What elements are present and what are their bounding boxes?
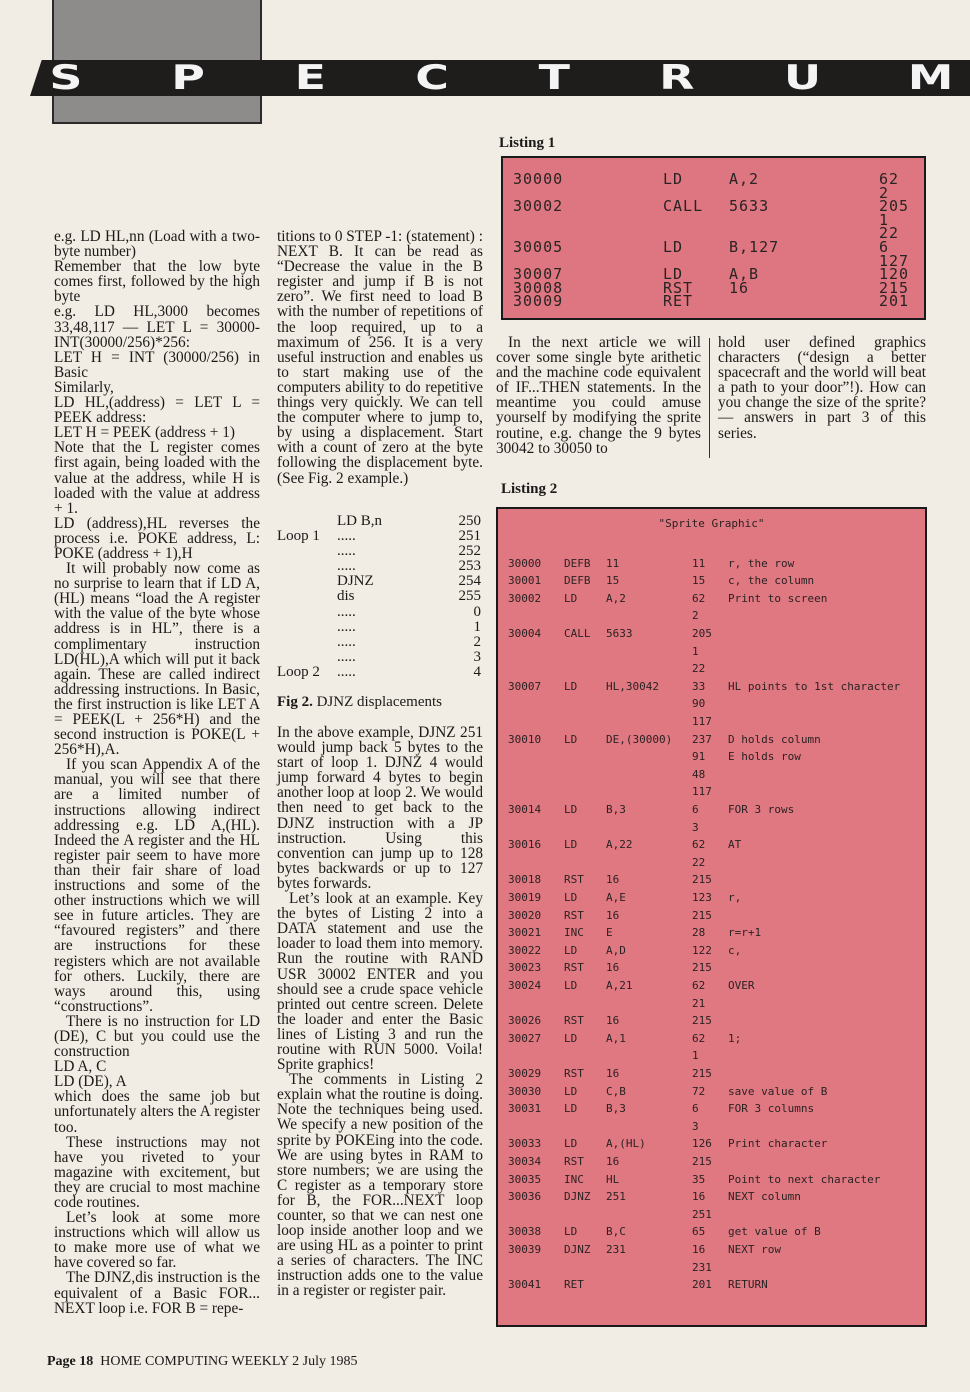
col1-paragraph: LD (DE), A	[54, 1073, 127, 1091]
listing2-a: 30019	[508, 891, 542, 904]
listing2-row	[498, 1153, 925, 1171]
listing2-c: FOR 3 rows	[728, 803, 795, 816]
listing1-byte: 127	[879, 252, 910, 270]
listing2-row	[498, 1188, 925, 1206]
listing2-o: DJNZ	[564, 1190, 591, 1204]
listing2-d: 62	[692, 591, 706, 605]
col1-paragraph: Similarly,	[54, 378, 114, 396]
fig2-instruction: .....	[337, 558, 356, 575]
listing2-d: 1	[692, 1049, 699, 1063]
listing2-d: 251	[692, 1207, 712, 1221]
listing1-arg: 5633	[729, 197, 770, 215]
listing2-x: A,E	[606, 891, 626, 904]
listing2-o: LD	[564, 943, 578, 957]
listing2-a: 30030	[508, 1084, 542, 1098]
listing2-row	[498, 1065, 925, 1083]
listing2-d: 237	[692, 732, 712, 746]
listing1-op: RST	[663, 279, 694, 297]
listing2-row	[498, 959, 925, 977]
listing2-d: 72	[692, 1084, 706, 1098]
listing2-o: LD	[564, 1102, 578, 1116]
listing2-row	[498, 695, 925, 713]
listing2-row	[498, 924, 925, 942]
fig2-row	[277, 529, 483, 544]
listing2-c: 1;	[728, 1031, 742, 1045]
banner-letter: U	[783, 58, 824, 98]
listing2-a: 30041	[508, 1278, 542, 1292]
listing2-x: 16	[606, 908, 620, 922]
listing2-c: c,	[728, 943, 742, 957]
listing1-a: 30000	[513, 170, 564, 188]
listing2-d: 16	[692, 1190, 706, 1204]
listing1-box	[501, 156, 926, 320]
listing2-o: INC	[564, 926, 584, 940]
listing2-row	[498, 1206, 925, 1224]
listing2-o: RST	[564, 1067, 584, 1080]
col1-paragraph: Let’s look at some more instructions which will allow us to make more use of what we have covered so far.	[54, 1209, 260, 1272]
listing2-x: A,1	[606, 1031, 626, 1045]
fig2-row	[277, 544, 483, 559]
listing2-x: 251	[606, 1190, 626, 1204]
listing2-x: 16	[606, 961, 620, 975]
listing2-row	[498, 1118, 925, 1136]
listing2-c: NEXT column	[728, 1190, 801, 1204]
listing2-o: LD	[564, 838, 578, 852]
listing2-x: B,3	[606, 1102, 626, 1116]
fig2-address: 0	[473, 603, 481, 620]
listing2-c: RETURN	[728, 1278, 768, 1292]
fig2-row	[277, 574, 483, 589]
listing2-row	[498, 1083, 925, 1101]
col1-paragraph: LET H = PEEK (address + 1)	[54, 424, 235, 442]
listing2-header: "Sprite Graphic"	[658, 517, 765, 530]
col2-paragraph: titions to 0 STEP -1: (statement) : NEXT B. It can be read as “Decrease the value in the B register and jump if B is not zero”. We first need to load B with the number of repetitions of the loop required, up to a maximum of 256. It is a very useful instruction and enables us to start making use of the computers ability to do repetitive things very quickly. We can tell the computer where to jump to, by using a displacement. Start with a count of zero at the byte following the displacement byte. (See Fig. 2 example.)	[277, 228, 483, 487]
listing2-box	[496, 507, 927, 1327]
listing2-a: 30039	[508, 1243, 542, 1256]
column-divider	[709, 338, 710, 458]
listing2-a: 30010	[508, 732, 542, 746]
listing2-a: 30034	[508, 1155, 542, 1168]
fig2-address: 2	[473, 633, 481, 650]
fig2-instruction: LD B,n	[337, 513, 382, 529]
fig2-row	[277, 605, 483, 620]
listing2-a: 30001	[508, 574, 542, 588]
listing1-byte: 62	[879, 170, 900, 188]
listing1-a: 30002	[513, 197, 564, 215]
listing2-c: Point to next character	[728, 1172, 881, 1186]
banner-letter: E	[294, 58, 329, 98]
listing2-x: 16	[606, 1155, 620, 1168]
listing2-d: 91	[692, 750, 706, 764]
listing2-o: LD	[564, 1031, 578, 1045]
col1-paragraph: Note that the L register comes first again, being loaded with the value at the address, while H is loaded with the value at address + 1.	[54, 439, 260, 517]
listing2-row	[498, 907, 925, 925]
listing2-row	[498, 1135, 925, 1153]
listing2-a: 30016	[508, 838, 542, 852]
listing1-arg: B,127	[729, 238, 780, 256]
col1-paragraph: LET H = INT (30000/256) in Basic	[54, 348, 260, 381]
fig2-instruction: .....	[337, 648, 356, 665]
listing2-row	[498, 1241, 925, 1259]
listing2-d: 6	[692, 1102, 699, 1116]
listing2-x: HL	[606, 1172, 620, 1186]
listing2-row	[498, 625, 925, 643]
listing2-c: r,	[728, 891, 742, 904]
col1-paragraph: Remember that the low byte comes first, followed by the high byte	[54, 258, 260, 306]
listing1-byte: 205	[879, 197, 910, 215]
listing2-o: RST	[564, 961, 584, 975]
listing2-c: E holds row	[728, 750, 801, 764]
banner-letter: M	[907, 58, 957, 98]
banner-letter: P	[171, 58, 209, 98]
listing2-a: 30000	[508, 556, 542, 570]
banner-letter: S	[49, 58, 86, 98]
listing2-d: 215	[692, 1014, 712, 1028]
fig2-caption: Fig 2. DJNZ displacements	[277, 694, 442, 710]
listing2-row	[498, 854, 925, 872]
listing1-byte: 1	[879, 211, 890, 229]
listing2-d: 21	[692, 996, 706, 1010]
fig2-loop-label: Loop 1	[277, 528, 320, 545]
listing2-row	[498, 590, 925, 608]
listing2-d: 126	[692, 1137, 712, 1151]
listing2-d: 215	[692, 1155, 712, 1168]
listing2-x: 16	[606, 1067, 620, 1080]
listing2-x: 16	[606, 873, 620, 887]
listing2-o: LD	[564, 979, 578, 992]
listing2-d: 62	[692, 838, 706, 852]
article-column-2b	[277, 725, 483, 1299]
listing2-row	[498, 1223, 925, 1241]
listing2-o: LD	[564, 732, 578, 746]
listing2-d: 16	[692, 1243, 706, 1256]
listing2-d: 215	[692, 873, 712, 887]
fig2-row	[277, 650, 483, 665]
listing2-row	[498, 660, 925, 678]
listing1-op: CALL	[663, 197, 704, 215]
listing2-d: 201	[692, 1278, 712, 1292]
listing2-d: 117	[692, 785, 712, 799]
fig2-address: 253	[458, 558, 481, 575]
col2b-paragraph: Let’s look at an example. Key the bytes of Listing 2 into a DATA statement and use the loader to load them into memory. Run the routine with RAND USR 30002 ENTER and you should see a crude space vehicle printed out centre screen. Delete the loader and enter the Basic lines of Listing 3 and run the routine with RUN 5000. Voila! Sprite graphics!	[277, 890, 483, 1074]
article-column-4: hold user defined graphics characters (“design a better spacecraft and the world will beat a path to your door”!). How can you change the size of the sprite? — answers in part 3 of this series.	[718, 334, 926, 442]
fig2-row	[277, 559, 483, 574]
listing2-o: LD	[564, 679, 578, 693]
listing2-x: 11	[606, 556, 620, 570]
listing2-d: 48	[692, 767, 706, 781]
listing2-c: c, the column	[728, 574, 815, 588]
listing2-d: 62	[692, 979, 706, 992]
listing2-d: 205	[692, 627, 712, 640]
listing2-x: 15	[606, 574, 620, 588]
listing2-c: NEXT row	[728, 1243, 781, 1256]
listing2-a: 30024	[508, 979, 542, 992]
listing1-a: 30007	[513, 265, 564, 283]
listing2-row	[498, 766, 925, 784]
listing2-a: 30018	[508, 873, 542, 887]
listing2-x: 16	[606, 1014, 620, 1028]
listing2-row	[498, 731, 925, 749]
listing2-a: 30026	[508, 1014, 542, 1028]
listing2-d: 3	[692, 820, 699, 834]
listing2-row	[498, 643, 925, 661]
listing1-op: RET	[663, 292, 694, 310]
listing1-byte: 22	[879, 224, 900, 242]
listing2-a: 30020	[508, 908, 542, 922]
banner-letter: T	[538, 58, 573, 98]
listing2-title: Listing 2	[501, 481, 558, 497]
fig2-instruction: .....	[337, 663, 356, 680]
listing2-row	[498, 1276, 925, 1294]
listing2-row	[498, 537, 925, 555]
listing2-row	[498, 1012, 925, 1030]
article-column-1	[54, 229, 260, 1316]
listing2-d: 215	[692, 961, 712, 975]
listing2-a: 30007	[508, 679, 542, 693]
listing2-x: DE,(30000)	[606, 732, 673, 746]
listing2-a: 30002	[508, 591, 542, 605]
listing2-d: 15	[692, 574, 706, 588]
fig2-djnz-table	[277, 514, 483, 680]
listing2-a: 30036	[508, 1190, 542, 1204]
listing2-d: 65	[692, 1225, 706, 1239]
listing2-row	[498, 748, 925, 766]
col1-paragraph: LD A, C	[54, 1058, 107, 1076]
col1-paragraph: If you scan Appendix A of the manual, you will see that there are a limited number of instructions allowing indirect addressing e.g. LD A,(HL). Indeed the A register and the HL register pair seem to have more than their fair share of load instructions and some of the other instructions which we will see in future articles. They are “favoured registers” and there are instructions for these registers which are not available for others. Luckily, there are ways around this, using “constructions”.	[54, 756, 260, 1015]
listing2-o: RST	[564, 908, 584, 922]
listing2-o: DJNZ	[564, 1243, 591, 1256]
col1-paragraph: It will probably now come as no surprise to learn that if LD A,(HL) means “load the A register with the value of the byte whose address is in HL”, there is a complimentary instruction LD(HL),A which will put it back again. These are called indirect addressing instructions. In Basic, the first instruction is like LET A = PEEK(L + 256*H) and the second instruction is POKE(L + 256*H),A.	[54, 560, 260, 759]
listing1-a: 30008	[513, 279, 564, 297]
listing2-row	[498, 572, 925, 590]
col1-paragraph: LD (address),HL reverses the process i.e. POKE address, L: POKE (address + 1),H	[54, 514, 260, 562]
listing2-c: r=r+1	[728, 926, 762, 940]
listing2-x: A,22	[606, 838, 633, 852]
listing2-d: 28	[692, 926, 706, 940]
listing2-d: 122	[692, 943, 712, 957]
listing2-c: FOR 3 columns	[728, 1102, 815, 1116]
col1-paragraph: There is no instruction for LD (DE), C but you could use the construction	[54, 1012, 260, 1061]
col2b-paragraph: The comments in Listing 2 explain what the routine is doing. Note the techniques being used. We specify a new position of the sprite by POKEing into the code. We are using bytes in RAM to store numbers; we are using the C register as a temporary store for B, the FOR...NEXT loop counter, so that we can nest one loop inside another loop and we are using HL as a pointer to print a series of characters. The INC instruction adds one to the value in a register or register pair.	[277, 1071, 483, 1300]
listing2-row	[498, 889, 925, 907]
listing2-x: A,D	[606, 943, 626, 957]
listing2-c: r, the row	[728, 556, 795, 570]
listing2-a: 30031	[508, 1102, 542, 1116]
col1-paragraph: e.g. LD HL,3000 becomes 33,48,117 — LET L = 30000-INT(30000/256)*256:	[54, 303, 260, 351]
listing2-row	[498, 819, 925, 837]
listing1-op: LD	[663, 265, 684, 283]
fig2-instruction: .....	[337, 543, 356, 560]
fig2-row	[277, 514, 483, 529]
listing2-d: 3	[692, 1119, 699, 1133]
listing1-a: 30005	[513, 238, 564, 256]
listing2-a: 30022	[508, 943, 542, 957]
listing2-o: DEFB	[564, 574, 591, 588]
listing2-d: 6	[692, 803, 699, 816]
fig2-instruction: DJNZ	[337, 573, 374, 590]
article-column-2	[277, 229, 483, 486]
listing2-c: AT	[728, 838, 742, 852]
listing2-a: 30023	[508, 961, 542, 975]
listing2-d: 215	[692, 1067, 712, 1080]
listing2-a: 30027	[508, 1031, 542, 1045]
listing2-o: LD	[564, 1225, 578, 1239]
listing2-o: INC	[564, 1172, 584, 1186]
listing2-x: HL,30042	[606, 679, 659, 693]
listing1-arg: A,2	[729, 170, 760, 188]
listing2-d: 22	[692, 662, 706, 676]
listing2-d: 117	[692, 715, 712, 728]
listing2-a: 30038	[508, 1225, 542, 1239]
col1-paragraph: The DJNZ,dis instruction is the equivalent of a Basic FOR... NEXT loop i.e. FOR B = repe-	[54, 1269, 260, 1317]
listing2-x: B,C	[606, 1225, 626, 1239]
listing2-row	[498, 783, 925, 801]
banner-letter: R	[659, 58, 698, 98]
listing2-d: 90	[692, 697, 706, 711]
listing2-row	[498, 977, 925, 995]
listing2-d: 35	[692, 1172, 706, 1186]
listing2-row	[498, 1259, 925, 1277]
listing2-row	[498, 678, 925, 696]
listing2-o: DEFB	[564, 556, 591, 570]
banner-letter: C	[415, 58, 453, 98]
listing2-o: RST	[564, 1155, 584, 1168]
listing2-x: E	[606, 926, 613, 940]
fig2-row	[277, 635, 483, 650]
listing2-o: RET	[564, 1278, 584, 1292]
col1-paragraph: which does the same job but unfortunately alters the A register too.	[54, 1088, 260, 1136]
listing2-x: A,2	[606, 591, 626, 605]
page-footer: Page 18 HOME COMPUTING WEEKLY 2 July 1985	[47, 1354, 358, 1369]
listing2-row	[498, 1171, 925, 1189]
listing2-row	[498, 555, 925, 573]
listing2-x: A,21	[606, 979, 633, 992]
fig2-address: 254	[458, 573, 481, 590]
listing1-byte: 2	[879, 184, 890, 202]
article-column-3: In the next article we will cover some single byte arithetic and the machine code equivalent of IF...THEN statements. In the meantime you could amuse yourself by modifying the sprite routine, e.g. change the 9 bytes 30042 to 30050 to	[496, 334, 701, 457]
listing1-op: LD	[663, 170, 684, 188]
listing2-c: HL points to 1st character	[728, 679, 901, 693]
fig2-row	[277, 665, 483, 680]
fig2-address: 255	[458, 588, 481, 605]
listing2-c: OVER	[728, 979, 755, 992]
fig2-loop-label: Loop 2	[277, 663, 320, 680]
listing1-byte: 215	[879, 279, 910, 297]
listing2-o: LD	[564, 803, 578, 816]
listing2-d: 215	[692, 908, 712, 922]
listing2-x: 5633	[606, 627, 633, 640]
col1-paragraph: e.g. LD HL,nn (Load with a two-byte number)	[54, 228, 260, 261]
listing2-c: get value of B	[728, 1225, 821, 1239]
fig2-row	[277, 620, 483, 635]
listing2-o: CALL	[564, 627, 591, 640]
listing2-a: 30004	[508, 627, 542, 640]
fig2-instruction: dis	[337, 588, 355, 605]
listing2-c: save value of B	[728, 1084, 828, 1098]
listing2-a: 30033	[508, 1137, 542, 1151]
listing2-x: A,(HL)	[606, 1137, 646, 1151]
fig2-instruction: .....	[337, 633, 356, 650]
listing2-x: 231	[606, 1243, 626, 1256]
listing1-a: 30009	[513, 292, 564, 310]
fig2-instruction: .....	[337, 603, 356, 620]
fig2-address: 4	[473, 663, 481, 680]
listing2-d: 231	[692, 1260, 712, 1274]
listing2-o: LD	[564, 891, 578, 904]
listing2-d: 2	[692, 609, 699, 623]
fig2-instruction: .....	[337, 528, 356, 545]
listing1-byte: 6	[879, 238, 890, 256]
listing2-o: RST	[564, 873, 584, 887]
col1-paragraph: These instructions may not have you riveted to your magazine with excitement, but they are crucial to most machine code routines.	[54, 1133, 260, 1211]
listing2-row	[498, 1030, 925, 1048]
fig2-address: 250	[458, 513, 481, 529]
listing2-o: LD	[564, 1084, 578, 1098]
listing2-c: D holds column	[728, 732, 821, 746]
listing1-arg: A,B	[729, 265, 760, 283]
listing2-o: LD	[564, 1137, 578, 1151]
col1-paragraph: LD HL,(address) = LET L = PEEK address:	[54, 394, 260, 427]
listing2-c: Print to screen	[728, 591, 828, 605]
fig2-instruction: .....	[337, 618, 356, 635]
listing2-row	[498, 713, 925, 731]
listing2-d: 123	[692, 891, 712, 904]
listing2-row	[498, 871, 925, 889]
listing2-x: C,B	[606, 1084, 626, 1098]
listing2-a: 30029	[508, 1067, 542, 1080]
listing2-d: 1	[692, 644, 699, 658]
listing1-byte: 120	[879, 265, 910, 283]
listing2-a: 30035	[508, 1172, 542, 1186]
fig2-row	[277, 589, 483, 604]
listing2-d: 11	[692, 556, 706, 570]
listing2-d: 62	[692, 1031, 706, 1045]
listing2-row	[498, 1100, 925, 1118]
fig2-address: 1	[473, 618, 481, 635]
listing2-row	[498, 942, 925, 960]
col2b-paragraph: In the above example, DJNZ 251 would jump back 5 bytes to the start of loop 1. DJNZ 4 would jump forward 4 bytes to begin another loop at loop 2. We would then need to get back to the DJNZ instruction with a JP instruction. Using this convention can jump up to 128 bytes backwards or up to 127 bytes forwards.	[277, 724, 483, 892]
listing2-a: 30021	[508, 926, 542, 940]
listing2-row	[498, 801, 925, 819]
listing1-op: LD	[663, 238, 684, 256]
listing2-row	[498, 1047, 925, 1065]
listing2-x: B,3	[606, 803, 626, 816]
listing2-o: RST	[564, 1014, 584, 1028]
fig2-address: 252	[458, 543, 481, 560]
listing2-d: 22	[692, 855, 706, 869]
listing2-d: 33	[692, 679, 706, 693]
listing1-byte: 201	[879, 292, 910, 310]
listing2-o: LD	[564, 591, 578, 605]
listing2-a: 30014	[508, 803, 542, 816]
listing1-arg: 16	[729, 279, 750, 297]
listing2-row	[498, 995, 925, 1013]
listing2-row	[498, 836, 925, 854]
fig2-address: 3	[473, 648, 481, 665]
listing2-c: Print character	[728, 1137, 828, 1151]
spectrum-title	[40, 58, 970, 98]
listing2-row	[498, 607, 925, 625]
fig2-address: 251	[458, 528, 481, 545]
listing1-title: Listing 1	[499, 135, 556, 151]
